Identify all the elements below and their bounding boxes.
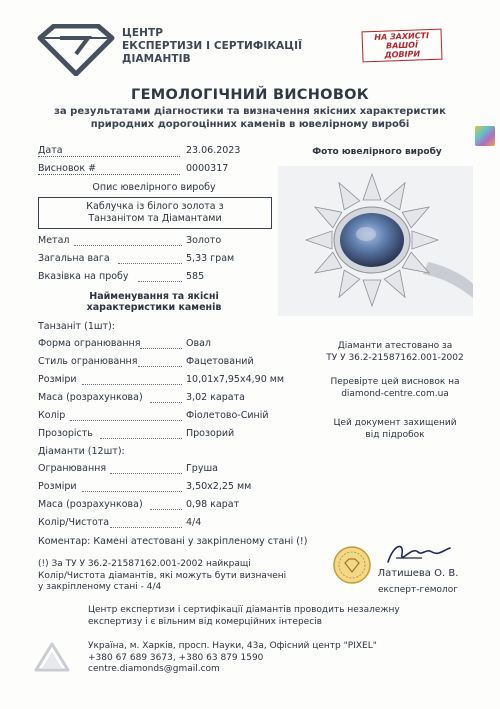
metal-leader [74,245,182,246]
tz-color-value: Фіолетово-Синій [186,410,269,421]
dm-mass-leader [150,509,182,510]
dm-size-label: Розміри [38,481,77,492]
contact-block: Україна, м. Харків, просп. Науки, 43а, Офісний центр "PIXEL" +380 67 689 3673, +380 63 879 1590 centre.diamonds@gmail.com [88,641,488,676]
dm-mass-value: 0,98 карат [186,499,240,510]
dm-cut-value: Груша [186,463,218,474]
metal-label: Метал [38,235,70,246]
attest-note: Діаманти атестовано за ТУ У 36.2-21587162.001-2002 [326,341,464,363]
hologram-icon [475,126,495,146]
tz-mass-value: 3,02 карата [186,392,245,403]
tz-color-label: Колір [38,410,66,421]
dm-grade-leader [110,527,182,528]
expert-role: експерт-гемолог [377,585,459,595]
comment: Коментар: Камені атестовані у закріпленому стані (!) [38,536,308,547]
verify-note: Перевірте цей висновок на diamond-centre.com.ua [330,377,460,399]
number-value: 0000317 [186,163,229,174]
tz-clarity-label: Прозорість [38,428,93,439]
photo-caption: Фото ювелірного виробу [312,147,442,157]
tz-style-label: Стиль огранювання [38,356,138,367]
hallmark-leader [138,281,182,282]
dm-mass-label: Маса (розрахункова) [38,499,143,510]
date-row: Дата [38,145,188,157]
tz-clarity-leader [100,438,182,439]
hallmark-label: Вказівка на пробу [38,271,129,282]
item-desc-box: Каблучка із білого золота з Танзанітом та Діамантами [38,197,272,229]
item-desc-heading: Опис ювелірного виробу [92,182,216,193]
stones-heading: Найменування та якісні характеристики каменів [86,291,222,313]
tz-mass-label: Маса (розрахункова) [38,392,143,403]
independence-note: Центр експертизи і сертифікації діамантів проводить незалежну експертизу і є вільним від комерційних інтересів [88,605,400,627]
tanzanite-heading: Танзаніт (1шт): [38,321,115,332]
tz-shape-label: Форма огранювання [38,338,141,349]
tz-size-leader [82,384,182,385]
dm-grade-label: Колір/Чистота [38,517,110,528]
tz-mass-leader [150,402,182,403]
dm-size-value: 3,50x2,25 мм [186,481,252,492]
expert-name: Латишева О. В. [377,568,459,579]
org-name: ЦЕНТР ЕКСПЕРТИЗИ І СЕРТИФІКАЦІЇ ДІАМАНТІВ [122,27,303,65]
jewelry-photo [278,166,473,316]
tz-size-value: 10,01x7,95x4,90 мм [186,374,285,385]
tz-clarity-value: Прозорий [186,428,235,439]
tz-color-leader [70,420,182,421]
tz-size-label: Розміри [38,374,77,385]
diamonds-heading: Діаманти (12шт): [38,446,125,457]
date-value: 23.06.2023 [186,145,241,156]
number-row: Висновок # [38,163,180,175]
metal-value: Золото [186,235,222,246]
tz-shape-value: Овал [186,338,211,349]
weight-label: Загальна вага [38,253,110,264]
trust-stamp: НА ЗАХИСТІ ВАШОЇ ДОВІРИ [362,30,442,61]
dm-cut-leader [110,473,182,474]
tz-style-value: Фацетований [186,356,254,367]
tz-shape-leader [140,348,182,349]
footnote: (!) За ТУ У 36.2-21587162.001-2002 найкращі Колір/Чистота діамантів, які можуть бути визначені у закріпленому стані - 4/4 [38,559,287,592]
diamond-logo-icon [36,24,116,76]
weight-value: 5,33 грам [186,253,235,264]
document-title: ГЕМОЛОГІЧНИЙ ВИСНОВОК [131,87,369,103]
hallmark-value: 585 [186,271,205,282]
gold-seal-icon [333,546,371,584]
dm-grade-value: 4/4 [186,517,202,528]
weight-leader [118,263,182,264]
dm-cut-label: Огранювання [38,463,107,474]
document-subtitle: за результатами діагностики та визначення якісних характеристик природних дорогоцінних каменів в ювелірному виробі [54,106,446,130]
signature-icon [382,540,454,568]
email-link: centre.diamonds@gmail.com [88,664,220,674]
tz-style-leader [138,366,182,367]
protection-note: Цей документ захищений від підробок [333,418,457,440]
dm-size-leader [82,491,182,492]
pin-icon [32,642,72,672]
